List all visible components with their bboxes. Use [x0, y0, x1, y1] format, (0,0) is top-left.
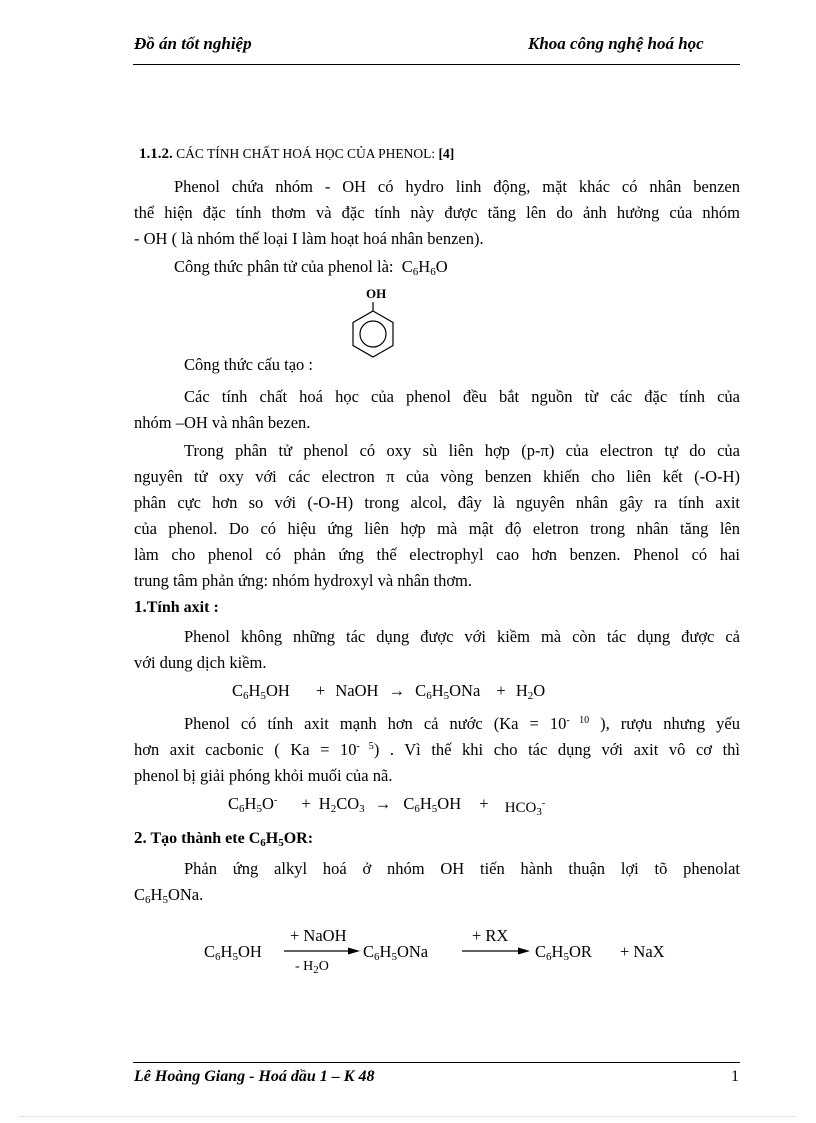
reaction-arrow-2	[462, 946, 530, 956]
paragraph-line: $C_6H_5ONa$.	[134, 885, 204, 906]
hexagon	[353, 311, 393, 357]
footer-author: Lê Hoàng Giang - Hoá dầu 1 – K 48	[134, 1068, 375, 1085]
footer-rule	[133, 1062, 740, 1063]
paragraph-line: với dung dịch kiềm.	[134, 653, 267, 672]
page-number: 1	[731, 1068, 739, 1085]
paragraph-line: phenol bị giải phóng khỏi muối của nã.	[134, 766, 393, 785]
header-left: Đồ án tốt nghiệp	[134, 34, 252, 53]
section-heading	[139, 146, 454, 163]
reaction-3-below-1: - $H_2O$	[295, 959, 329, 976]
reagent-naoh: NaOH	[335, 681, 379, 700]
paragraph-line: Trong phân tử phenol có oxy sù liên hợp (p-π) của electron tự do của	[184, 441, 740, 460]
paragraph-line: nguyên tử oxy với các electron π của vòng benzen khiến cho liên kết (-O-H)	[134, 467, 740, 486]
section-number: 1.1.2.	[139, 146, 173, 162]
reaction-3-above-2: + RX	[472, 926, 509, 945]
aromatic-circle	[360, 321, 386, 347]
plus-sign: +	[479, 794, 489, 813]
reaction-3-product: $C_6H_5OR$	[535, 942, 592, 963]
reaction-3-nax: + NaX	[620, 942, 665, 961]
heading-number: 1.	[134, 597, 147, 616]
paragraph-line: thể hiện đặc tính thơm và đặc tính này được tăng lên do ảnh hưởng của nhóm	[134, 203, 740, 222]
paragraph-line: làm cho phenol có phản ứng thế electrophyl cao hơn benzen. Phenol có hai	[134, 545, 740, 564]
exponent: - 10	[566, 715, 590, 726]
page-edge-dots	[20, 1116, 796, 1117]
structure-label: Công thức cấu tạo :	[184, 355, 313, 374]
text-segment: ), rượu nhưng yếu	[600, 714, 740, 733]
molecular-formula-line	[174, 257, 448, 277]
paragraph-line: Các tính chất hoá học của phenol đều bắt nguồn từ các đặc tính của	[184, 387, 740, 406]
paragraph-line: Phenol không những tác dụng được với kiềm mà còn tác dụng được cả	[184, 627, 740, 646]
reaction-formula: $C_6H_5OH$	[232, 681, 290, 702]
molecular-formula-label: Công thức phân tử của phenol là:	[174, 257, 394, 276]
paragraph-line: trung tâm phản ứng: nhóm hydroxyl và nhân thơm.	[134, 571, 473, 590]
reaction-formula: $H_2O$	[515, 681, 546, 702]
section-title: CÁC TÍNH CHẤT HOÁ HỌC CỦA PHENOL:	[176, 146, 436, 161]
reaction-1	[232, 681, 545, 701]
paragraph-line: của phenol. Do có hiệu ứng liên hợp mà mật độ eletron trong nhân tăng lên	[134, 519, 740, 538]
header-right: Khoa công nghệ hoá học	[528, 34, 704, 53]
reaction-formula: $HCO_3^-$	[504, 798, 546, 818]
exponent: - 5	[356, 741, 374, 752]
molecular-formula: $C_6H_6O$	[397, 257, 448, 278]
paragraph-6	[134, 856, 740, 908]
text-segment: - H	[295, 959, 314, 974]
paragraph-5	[134, 711, 740, 789]
paragraph-4	[134, 624, 740, 676]
section-ref: [4]	[438, 146, 455, 161]
text-segment: hơn axit cacbonic ( Ka = 10	[134, 740, 357, 759]
header-rule	[133, 64, 740, 65]
plus-sign: +	[315, 681, 326, 700]
paragraph-1	[134, 174, 740, 252]
paragraph-2	[134, 384, 740, 436]
reaction-formula: $C_6H_5OH$	[403, 794, 462, 815]
reaction-arrow-1	[284, 946, 360, 956]
heading-tao-thanh-ete	[134, 828, 313, 848]
heading-title: Tính axit :	[146, 599, 219, 616]
heading-title: Tạo thành ete $C_6H_5OR$:	[150, 830, 314, 849]
text-segment: Phenol có tính axit mạnh hơn cả nước (Ka = 10	[184, 714, 567, 733]
heading-number: 2.	[134, 828, 147, 847]
arrow-icon: →	[374, 794, 392, 813]
paragraph-line	[134, 711, 740, 737]
paragraph-3	[134, 438, 740, 594]
heading-tinh-axit	[134, 597, 219, 617]
text-segment: Tạo thành ete C	[150, 830, 261, 847]
reaction-3-reactant: $C_6H_5OH$	[204, 942, 262, 963]
reaction-3-above-1: + NaOH	[290, 926, 347, 945]
reaction-3-intermediate: $C_6H_5ONa$	[363, 942, 429, 963]
paragraph-line: nhóm –OH và nhân bezen.	[134, 413, 311, 432]
paragraph-line: Phản ứng alkyl hoá ở nhóm OH tiến hành thuận lợi tõ phenolat	[184, 859, 740, 878]
plus-sign: +	[496, 681, 506, 700]
benzene-ring-structure	[348, 302, 398, 362]
paragraph-line: - OH ( là nhóm thế loại I làm hoạt hoá nhân benzen).	[134, 229, 484, 248]
paragraph-line: Phenol chứa nhóm - OH có hydro linh động, mặt khác có nhân benzen	[174, 177, 740, 196]
paragraph-line	[134, 737, 740, 763]
paragraph-line: phân cực hơn so với (-O-H) trong alcol, đây là nguyên nhân gây ra tính axit	[134, 493, 740, 512]
text-segment: ) . Vì thế khi cho tác dụng với axit vô cơ thì	[373, 740, 740, 759]
reaction-formula: $C_6H_5O^-$	[228, 794, 278, 815]
plus-sign: +	[301, 794, 311, 813]
reaction-formula: $H_2CO_3$	[318, 794, 365, 815]
arrow-icon: →	[388, 681, 406, 700]
reaction-formula: $C_6H_5ONa$	[415, 681, 481, 702]
structure-oh-label: OH	[366, 286, 387, 301]
reaction-2	[228, 794, 546, 818]
